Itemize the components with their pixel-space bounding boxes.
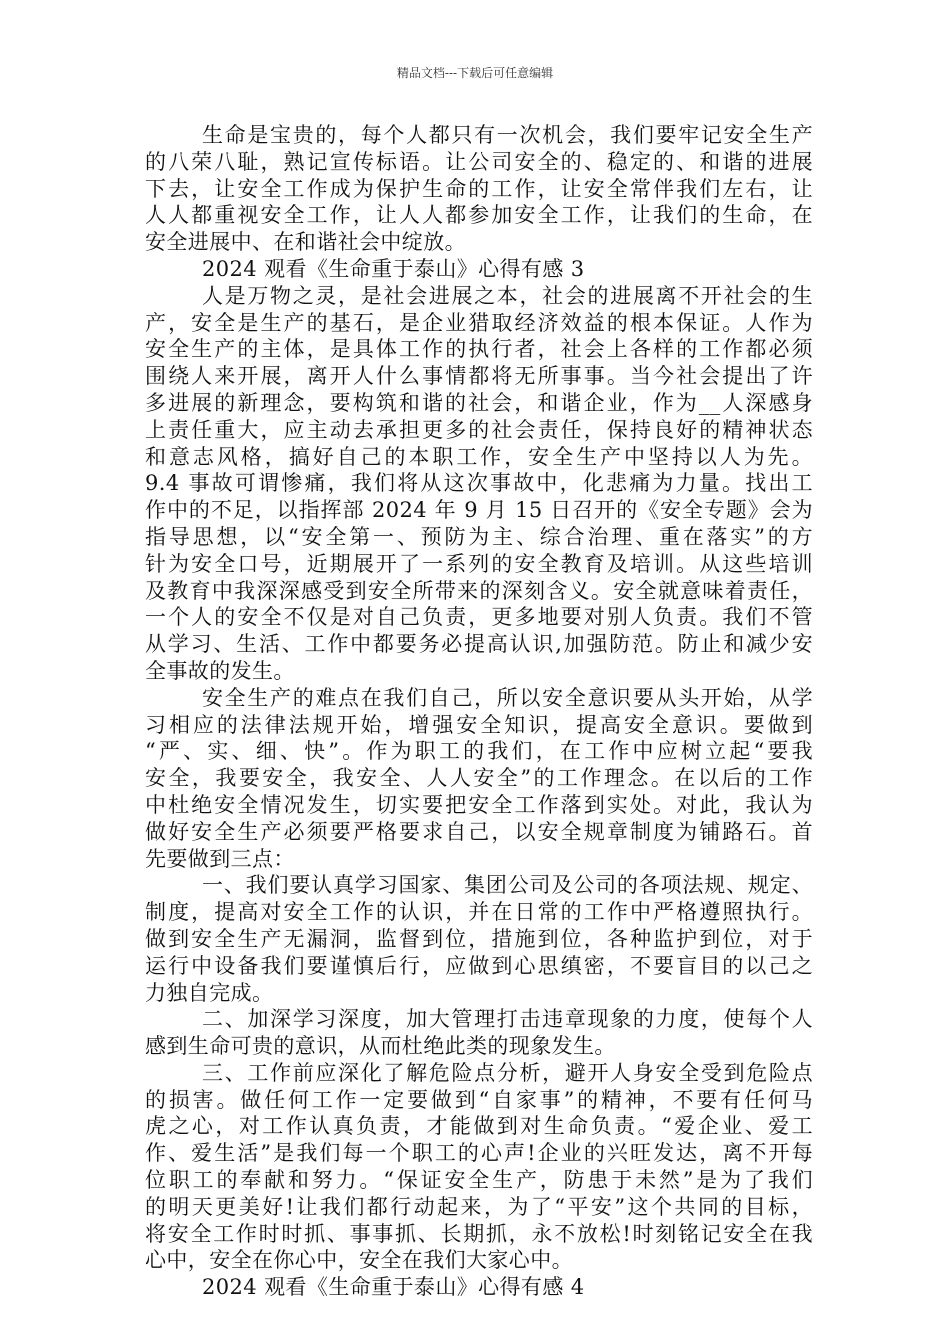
text-line: 习相应的法律法规开始，增强安全知识，提高安全意识。要做到 [145,712,813,737]
text-line: 作、爱生活”是我们每一个职工的心声!企业的兴旺发达，离不开每 [145,1141,813,1166]
text-line: 人人都重视安全工作，让人人都参加安全工作，让我们的生命，在 [145,203,813,228]
text-line: 全事故的发生。 [145,658,295,683]
document-body [145,122,813,1301]
text-line: 二、加深学习深度，加大管理打击违章现象的力度，使每个人 [202,1007,813,1032]
text-line: 位职工的奉献和努力。“保证安全生产，防患于未然”是为了我们 [145,1168,813,1193]
text-line: 作中的不足，以指挥部 2024 年 9 月 15 日召开的《安全专题》会为 [145,498,813,523]
text-line: 感到生命可贵的意识，从而杜绝此类的现象发生。 [145,1034,616,1059]
text-line: 从学习、生活、工作中都要务必提高认识,加强防范。防止和减少安 [145,632,813,657]
text-line: 做到安全生产无漏洞，监督到位，措施到位，各种监护到位，对于 [145,926,813,951]
section-heading: 2024 观看《生命重于泰山》心得有感 4 [202,1275,585,1300]
text-line: 安全，我要安全，我安全、人人安全”的工作理念。在以后的工作 [145,766,813,791]
text-line: 安全生产的难点在我们自己，所以安全意识要从头开始，从学 [202,685,813,710]
text-line: 下去，让安全工作成为保护生命的工作，让安全常伴我们左右，让 [145,176,813,201]
text-line: 生命是宝贵的，每个人都只有一次机会，我们要牢记安全生产 [202,123,813,147]
text-line: 先要做到三点： [145,846,295,871]
text-line: 指导思想，以“安全第一、预防为主、综合治理、重在落实”的方 [145,524,813,549]
text-line: 9.4 事故可谓惨痛，我们将从这次事故中，化悲痛为力量。找出工 [145,471,813,496]
text-line: 及教育中我深深感受到安全所带来的深刻含义。安全就意味着责任， [145,578,813,603]
text-line: 虎之心，对工作认真负责，才能做到对生命负责。“爱企业、爱工 [145,1114,813,1139]
text-line: 安全进展中、在和谐社会中绽放。 [145,230,466,255]
text-line: 针为安全口号，近期展开了一系列的安全教育及培训。从这些培训 [145,551,813,576]
text-line: 一、我们要认真学习国家、集团公司及公司的各项法规、规定、 [202,873,813,898]
text-line: 人是万物之灵，是社会进展之本，社会的进展离不开社会的生 [202,283,813,308]
text-line: “严、实、细、快”。作为职工的我们，在工作中应树立起“要我 [145,739,813,764]
text-line: 和意志风格，搞好自己的本职工作，安全生产中坚持以人为先。 [145,444,813,469]
text-line: 一个人的安全不仅是对自己负责，更多地要对别人负责。我们不管 [145,605,813,630]
text-line: 运行中设备我们要谨慎后行，应做到心思缜密，不要盲目的以己之 [145,953,813,978]
text-line: 心中，安全在你心中，安全在我们大家心中。 [145,1248,573,1273]
text-line: 将安全工作时时抓、事事抓、长期抓，永不放松!时刻铭记安全在我 [145,1221,813,1246]
text-line: 的八荣八耻，熟记宣传标语。让公司安全的、稳定的、和谐的进展 [145,149,813,174]
text-line: 围绕人来开展，离开人什么事情都将无所事事。当今社会提出了许 [145,364,813,389]
text-line: 制度，提高对安全工作的认识，并在日常的工作中严格遵照执行。 [145,900,813,925]
text-line: 做好安全生产必须要严格要求自己，以安全规章制度为铺路石。首 [145,819,813,844]
text-line: 安全生产的主体，是具体工作的执行者，社会上各样的工作都必须 [145,337,813,362]
text-line: 的明天更美好!让我们都行动起来，为了“平安”这个共同的目标， [145,1194,813,1219]
text-line: 产，安全是生产的基石，是企业猎取经济效益的根本保证。人作为 [145,310,813,335]
text-line: 上责任重大，应主动去承担更多的社会责任，保持良好的精神状态 [145,417,813,442]
section-heading: 2024 观看《生命重于泰山》心得有感 3 [202,256,585,281]
text-line: 中杜绝安全情况发生，切实要把安全工作落到实处。对此，我认为 [145,792,813,817]
text-line: 力独自完成。 [145,980,274,1005]
text-line: 多进展的新理念，要构筑和谐的社会，和谐企业，作为__人深感身 [145,390,813,415]
page-header: 精品文档---下载后可任意编辑 [396,66,554,80]
text-line: 的损害。做任何工作一定要做到“自家事”的精神，不要有任何马 [145,1087,813,1112]
text-line: 三、工作前应深化了解危险点分析，避开人身安全受到危险点 [202,1060,813,1085]
